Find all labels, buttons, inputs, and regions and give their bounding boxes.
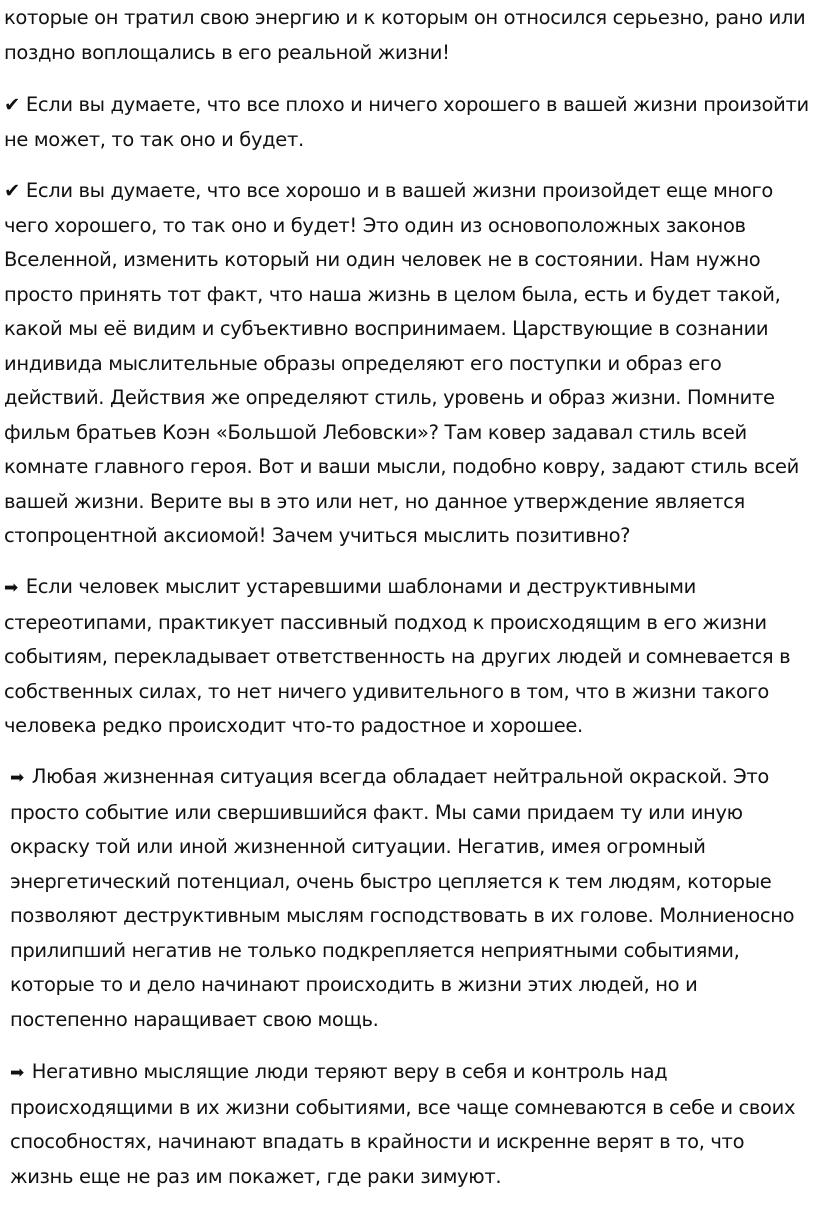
checkmark-icon: ✔ — [4, 93, 20, 116]
paragraph-arrow-stereotypes — [4, 570, 812, 744]
paragraph-text: Негативно мыслящие люди теряют веру в себя и контроль над происходящими в их жизни событиями, все чаще сомневаются в себе и своих способностях, начинают впадать в крайности и искренне верят в то, что жизнь еще не раз им покажет, где раки зимуют. — [10, 1060, 796, 1188]
arrow-right-icon: ➡ — [10, 768, 24, 788]
paragraph-text: Если вы думаете, что все хорошо и в вашей жизни произойдет еще много чего хорошего, то так оно и будет! Это один из основоположных законов Вселенной, изменить который ни один человек не в состоянии. Нам нужно просто принять тот факт, что наша жизнь в целом была, есть и будет такой, какой мы её видим и субъективно воспринимаем. Царствующие в сознании индивида мыслительные образы определяют его поступки и образ его действий. Действия же определяют стиль, уровень и образ жизни. Помните фильм братьев Коэн «Большой Лебовски»? Там ковер задавал стиль всей комнате главного героя. Вот и ваши мысли, подобно ковру, задают стиль всей вашей жизни. Верите вы в это или нет, но данное утверждение является стопроцентной аксиомой! Зачем учиться мыслить позитивно? — [4, 179, 799, 547]
checkmark-icon: ✔ — [4, 179, 20, 202]
paragraph-text: Любая жизненная ситуация всегда обладает нейтральной окраской. Это просто событие или свершившийся факт. Мы сами придаем ту или иную окраску той или иной жизненной ситуации. Негатив, имея огромный энергетический потенциал, очень быстро цепляется к тем людям, которые позволяют деструктивным мыслям господствовать в их голове. Молниеносно прилипший негатив не только подкрепляется неприятными событиями, которые то и дело начинают происходить в жизни этих людей, но и постепенно наращивает свою мощь. — [10, 765, 795, 1031]
paragraph-checkmark-bad-thoughts — [4, 88, 812, 157]
arrow-right-icon: ➡ — [4, 578, 18, 598]
paragraph-checkmark-good-thoughts — [4, 174, 812, 554]
paragraph-text: Если человек мыслит устаревшими шаблонами и деструктивными стереотипами, практикует пассивный подход к происходящим в его жизни событиям, перекладывает ответственность на других людей и сомневается в собственных силах, то нет ничего удивительного в том, что в жизни такого человека редко происходит что-то радостное и хорошее. — [4, 575, 791, 737]
arrow-right-icon: ➡ — [10, 1063, 24, 1083]
paragraph-text: Если вы думаете, что все плохо и ничего хорошего в вашей жизни произойти не может, то так оно и будет. — [4, 93, 809, 151]
paragraph-text: которые он тратил свою энергию и к которым он относился серьезно, рано или поздно воплощались в его реальной жизни! — [4, 6, 806, 64]
paragraph-arrow-neutral-situation — [4, 760, 812, 1037]
paragraph-arrow-negative-people — [4, 1055, 812, 1194]
paragraph-continuation — [4, 1, 812, 70]
